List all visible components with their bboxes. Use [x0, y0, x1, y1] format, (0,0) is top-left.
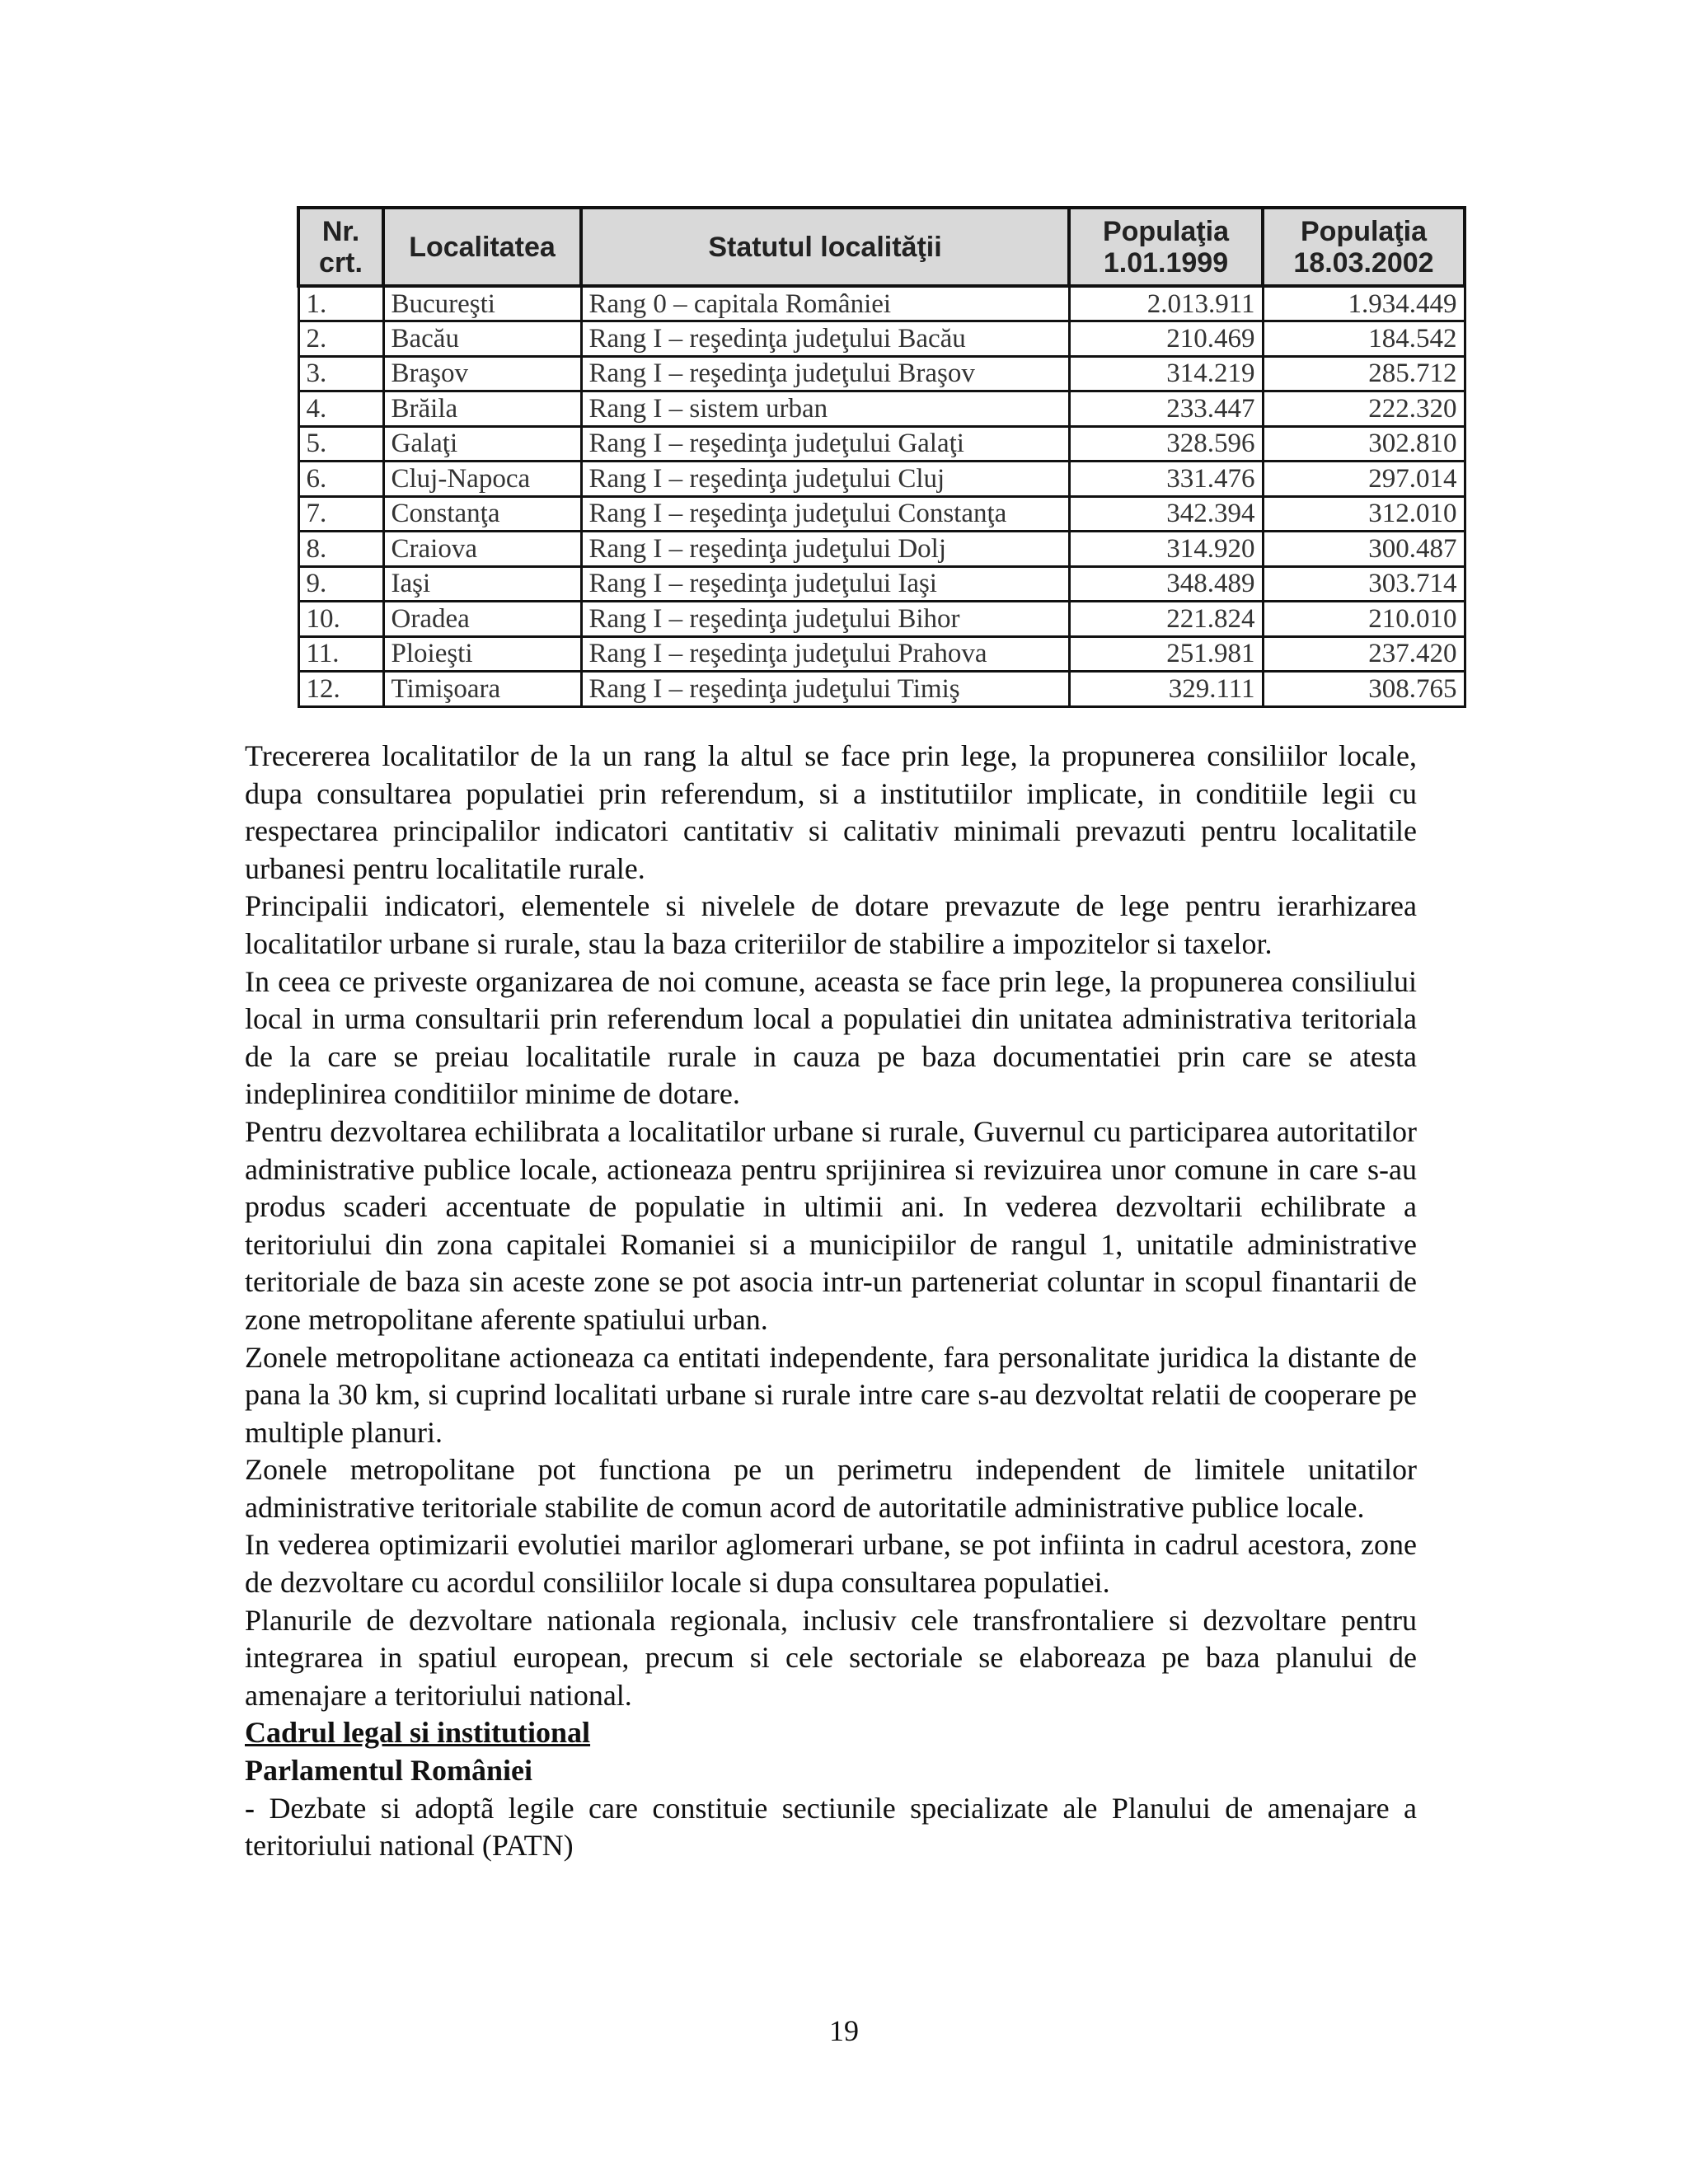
- table-cell: 8.: [298, 532, 383, 567]
- table-row: [298, 286, 1465, 321]
- table-row: [298, 602, 1465, 637]
- table-cell: Braşov: [383, 356, 581, 391]
- table-cell: 1.: [298, 286, 383, 321]
- table-row: [298, 462, 1465, 497]
- population-table-container: [297, 206, 1463, 708]
- bullet-dash: -: [245, 1791, 255, 1825]
- table-header-cell: Statutul localităţii: [581, 208, 1069, 286]
- section-heading: Cadrul legal si institutional: [245, 1716, 591, 1750]
- table-cell: 3.: [298, 356, 383, 391]
- table-cell: 329.111: [1069, 672, 1263, 707]
- table-cell: 303.714: [1263, 566, 1465, 602]
- table-cell: Rang I – reşedinţa judeţului Galaţi: [581, 426, 1069, 462]
- table-cell: 7.: [298, 496, 383, 532]
- table-cell: 342.394: [1069, 496, 1263, 532]
- paragraph: In ceea ce priveste organizarea de noi comune, aceasta se face prin lege, la propunerea consiliului local in urma consultarii prin referendum local a populatiei din unitatea administrativa teritoriala de la care se preiau localitatile rurale in cauza pe baza documentatiei prin care se atesta indeplinirea conditiilor minime de dotare.: [245, 964, 1417, 1111]
- table-cell: 184.542: [1263, 321, 1465, 357]
- paragraph: Zonele metropolitane pot functiona pe un perimetru independent de limitele unitatilor administrative teritoriale stabilite de comun acord de autoritatile administrative publice locale.: [245, 1453, 1417, 1524]
- table-cell: Brăila: [383, 391, 581, 427]
- table-cell: 5.: [298, 426, 383, 462]
- table-cell: Rang I – reşedinţa judeţului Braşov: [581, 356, 1069, 391]
- paragraphs: [245, 738, 1417, 1714]
- population-table: [297, 206, 1466, 708]
- table-cell: 331.476: [1069, 462, 1263, 497]
- table-cell: 285.712: [1263, 356, 1465, 391]
- table-cell: 312.010: [1263, 496, 1465, 532]
- table-cell: Ploieşti: [383, 636, 581, 672]
- table-row: [298, 672, 1465, 707]
- paragraph: Zonele metropolitane actioneaza ca entitati independente, fara personalitate juridica la distante de pana la 30 km, si cuprind localitati urbane si rurale intre care s-au dezvoltat relatii de cooperare pe multiple planuri.: [245, 1340, 1417, 1449]
- table-cell: 237.420: [1263, 636, 1465, 672]
- page-number: 19: [829, 2014, 859, 2047]
- table-cell: Rang I – sistem urban: [581, 391, 1069, 427]
- table-cell: 233.447: [1069, 391, 1263, 427]
- table-row: [298, 532, 1465, 567]
- table-cell: Rang I – reşedinţa judeţului Dolj: [581, 532, 1069, 567]
- table-cell: Rang I – reşedinţa judeţului Bacău: [581, 321, 1069, 357]
- table-header-cell: Populaţia 1.01.1999: [1069, 208, 1263, 286]
- table-cell: Rang I – reşedinţa judeţului Timiş: [581, 672, 1069, 707]
- table-cell: 2.: [298, 321, 383, 357]
- table-cell: 308.765: [1263, 672, 1465, 707]
- paragraph: Pentru dezvoltarea echilibrata a localitatilor urbane si rurale, Guvernul cu participarea autoritatilor administrative publice locale, actioneaza pentru sprijinirea si revizuirea unor comune in care s-au produs scaderi accentuate de populatie in ultimii ani. In vederea dezvoltarii echilibrate a teritoriului din zona capitalei Romaniei si a municipiilor de rangul 1, unitatile administrative teritoriale de baza sin aceste zone se pot asocia intr-un parteneriat coluntar in scopul finantarii de zone metropolitane aferente spatiului urban.: [245, 1114, 1417, 1336]
- table-row: [298, 496, 1465, 532]
- table-cell: Cluj-Napoca: [383, 462, 581, 497]
- table-cell: 9.: [298, 566, 383, 602]
- subheading: Parlamentul României: [245, 1754, 532, 1788]
- table-body: [298, 286, 1465, 706]
- table-cell: Galaţi: [383, 426, 581, 462]
- table-cell: Rang I – reşedinţa judeţului Constanţa: [581, 496, 1069, 532]
- paragraph: Planurile de dezvoltare nationala regionala, inclusiv cele transfrontaliere si dezvoltare pentru integrarea in spatiul european, precum si cele sectoriale se elaboreaza pe baza planului de amenajare a teritoriului national.: [245, 1603, 1417, 1712]
- table-header-cell: Nr. crt.: [298, 208, 383, 286]
- table-header-cell: Populaţia 18.03.2002: [1263, 208, 1465, 286]
- paragraph: In vederea optimizarii evolutiei marilor aglomerari urbane, se pot infiinta in cadrul acestora, zone de dezvoltare cu acordul consiliilor locale si dupa consultarea populatiei.: [245, 1528, 1417, 1600]
- table-row: [298, 566, 1465, 602]
- table-row: [298, 391, 1465, 427]
- table-cell: 328.596: [1069, 426, 1263, 462]
- table-row: [298, 321, 1465, 357]
- bullet-paragraph: [245, 1790, 1417, 1865]
- table-cell: 2.013.911: [1069, 286, 1263, 321]
- table-row: [298, 426, 1465, 462]
- table-cell: 297.014: [1263, 462, 1465, 497]
- table-cell: 314.920: [1069, 532, 1263, 567]
- table-cell: Rang I – reşedinţa judeţului Cluj: [581, 462, 1069, 497]
- table-cell: Rang I – reşedinţa judeţului Iaşi: [581, 566, 1069, 602]
- paragraph: Principalii indicatori, elementele si nivelele de dotare prevazute de lege pentru ierarhizarea localitatilor urbane si rurale, stau la baza criteriilor de stabilire a impozitelor si taxelor.: [245, 889, 1417, 960]
- table-cell: Constanţa: [383, 496, 581, 532]
- paragraph: Trecererea localitatilor de la un rang la altul se face prin lege, la propunerea consiliilor locale, dupa consultarea populatiei prin referendum, si a institutiilor implicate, in conditiile legii cu respectarea principalilor indicatori cantitativ si calitativ minimali prevazuti pentru localitatile urbanesi pentru localitatile rurale.: [245, 739, 1417, 885]
- table-cell: 222.320: [1263, 391, 1465, 427]
- table-cell: Craiova: [383, 532, 581, 567]
- table-cell: Bucureşti: [383, 286, 581, 321]
- table-cell: Rang I – reşedinţa judeţului Prahova: [581, 636, 1069, 672]
- table-cell: 12.: [298, 672, 383, 707]
- table-cell: Iaşi: [383, 566, 581, 602]
- table-cell: 210.469: [1069, 321, 1263, 357]
- bullet-text: Dezbate si adoptã legile care constituie sectiunile specializate ale Planului de amenajare a teritoriului national (PATN): [245, 1791, 1417, 1863]
- table-header-row: [298, 208, 1465, 286]
- table-cell: 210.010: [1263, 602, 1465, 637]
- table-cell: 348.489: [1069, 566, 1263, 602]
- table-cell: 302.810: [1263, 426, 1465, 462]
- table-cell: 221.824: [1069, 602, 1263, 637]
- table-row: [298, 356, 1465, 391]
- table-cell: Rang I – reşedinţa judeţului Bihor: [581, 602, 1069, 637]
- table-cell: Timişoara: [383, 672, 581, 707]
- table-cell: Rang 0 – capitala României: [581, 286, 1069, 321]
- table-cell: 10.: [298, 602, 383, 637]
- table-cell: 11.: [298, 636, 383, 672]
- table-row: [298, 636, 1465, 672]
- table-cell: 1.934.449: [1263, 286, 1465, 321]
- table-cell: 6.: [298, 462, 383, 497]
- body-text: [245, 738, 1417, 1865]
- table-cell: Oradea: [383, 602, 581, 637]
- table-cell: 300.487: [1263, 532, 1465, 567]
- table-header-cell: Localitatea: [383, 208, 581, 286]
- table-cell: 314.219: [1069, 356, 1263, 391]
- table-cell: Bacău: [383, 321, 581, 357]
- table-cell: 4.: [298, 391, 383, 427]
- table-cell: 251.981: [1069, 636, 1263, 672]
